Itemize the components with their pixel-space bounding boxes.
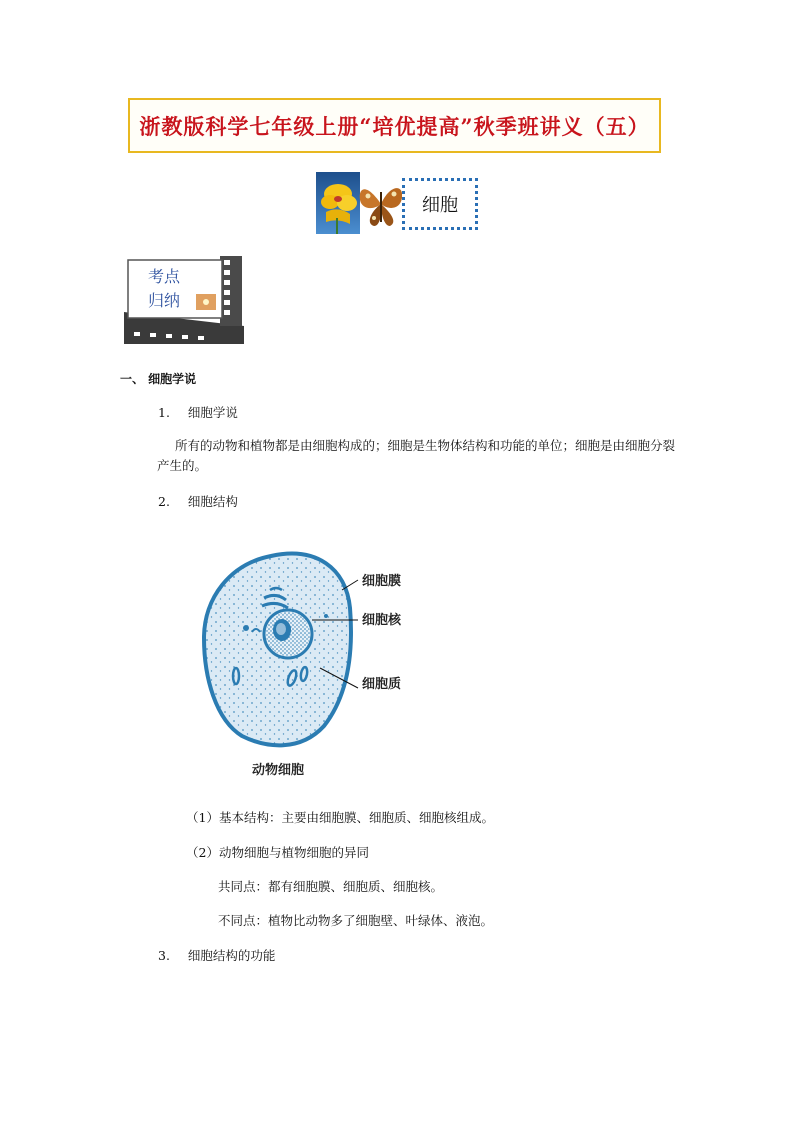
subheading-label: 细胞结构 [187,494,238,509]
title-box [128,98,661,153]
section-heading: 一、 细胞学说 [120,372,197,386]
subheading-number: 1. [158,405,170,420]
cell-theory-paragraph: 所有的动物和植物都是由细胞构成的；细胞是生物体结构和功能的单位；细胞是由细胞分裂产生的。 [157,438,676,473]
item-basic-structure: （1）基本结构：主要由细胞膜、细胞质、细胞核组成。 [186,810,494,825]
badge-line2: 归纳 [147,291,181,310]
subheading-1 [158,403,238,421]
label-membrane: 细胞膜 [362,574,402,589]
subheading-3 [158,946,275,964]
section-badge [124,256,244,344]
subheading-number: 3. [158,948,170,963]
topic-box [402,178,478,230]
badge-line1: 考点 [147,267,181,286]
figure-caption: 动物细胞 [252,763,305,778]
item-difference: 不同点：植物比动物多了细胞壁、叶绿体、液泡。 [218,913,494,928]
animal-cell-diagram [196,548,456,788]
label-nucleus: 细胞核 [362,613,402,628]
topic-header [316,172,480,234]
item-comparison: （2）动物细胞与植物细胞的异同 [186,845,369,860]
butterfly-icon [356,178,406,230]
subheading-label: 细胞学说 [187,405,238,420]
subheading-2 [158,492,238,510]
item-common: 共同点：都有细胞膜、细胞质、细胞核。 [218,879,444,894]
subheading-number: 2. [158,494,170,509]
orchid-photo-icon [316,172,360,234]
page-title: 浙教版科学七年级上册“培优提高”秋季班讲义（五） [139,113,650,139]
subheading-label: 细胞结构的功能 [187,948,276,963]
topic-label: 细胞 [422,195,458,216]
label-cytoplasm: 细胞质 [362,677,402,692]
